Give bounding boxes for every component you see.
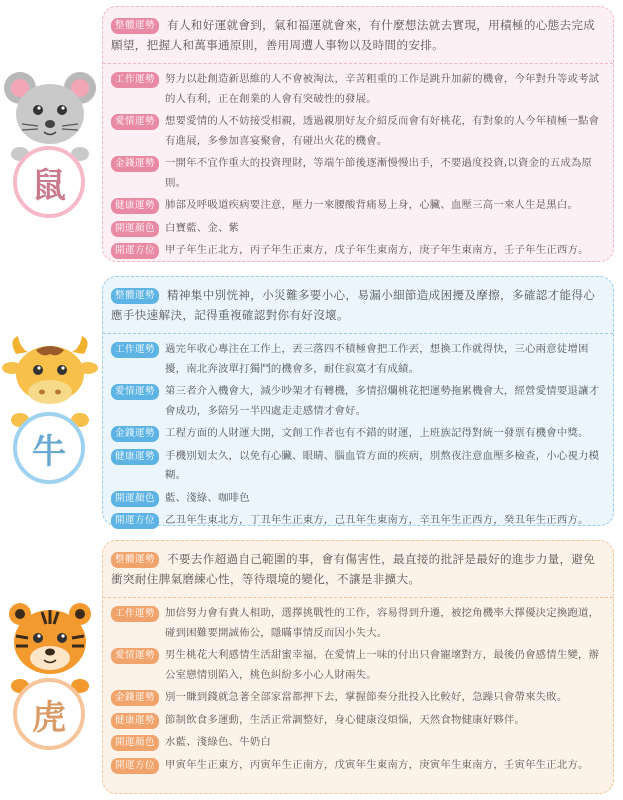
fortune-card [102, 276, 614, 526]
row-text: 努力以赴創造新思維的人不會被淘汰，辛苦粗重的工作是跳升加薪的機會，今年對升等或考試的人有利，正在創業的人會有突破性的發展。 [165, 73, 600, 105]
row-tag: 開運顏色 [111, 491, 159, 507]
row-text: 水藍、淺綠色、牛奶白 [165, 736, 271, 748]
overall-fortune [111, 547, 605, 595]
row-text: 第三者介入機會大，減少吵架才有轉機，多情招爛桃花把運勢拖累機會大，經營愛情要退讓才會成功，多陪另一半四處走走感情才會好。 [165, 385, 600, 417]
overall-tag: 整體運勢 [111, 288, 159, 304]
zodiac-char: 鼠 [13, 146, 85, 218]
fortune-row [111, 447, 605, 486]
row-tag: 開運方位 [111, 513, 159, 529]
row-text: 過完年收心專注在工作上，丟三落四不積極會把工作丟，想換工作就得快，三心兩意徒增困擾，南北奔波單打獨鬥的機會多，耐住寂寞才有成績。 [165, 343, 589, 375]
row-text: 加倍努力會有貴人相助，選擇挑戰性的工作，容易得到升遷，被挖角機率大擇優決定換跑道，碰到困難要開誠佈公，隱瞞事情反而因小失大。 [165, 607, 600, 639]
row-tag: 工作運勢 [111, 606, 159, 622]
row-tag: 金錢運勢 [111, 690, 159, 706]
row-text: 肺部及呼吸道疾病要注意，壓力一來腰酸背痛易上身，心臟、血壓三高一來人生是黑白。 [165, 199, 579, 211]
row-tag: 健康運勢 [111, 198, 159, 214]
row-text: 手機別划太久，以免有心臟、眼睛、腦血管方面的疾病，別熬夜注意血壓多檢查，小心視力模糊。 [165, 449, 600, 481]
fortune-row [111, 646, 605, 685]
row-tag: 工作運勢 [111, 72, 159, 88]
fortune-card [102, 6, 614, 262]
row-text: 男生桃花大利感情生活甜蜜幸福，在愛情上一味的付出只會寵壞對方，最後仍會感情生變，辦公室戀情別陷入，桃色糾紛多小心人財兩失。 [165, 649, 600, 681]
row-tag: 開運方位 [111, 243, 159, 259]
fortune-row [111, 424, 605, 444]
fortune-row [111, 154, 605, 193]
fortune-row [111, 112, 605, 151]
divider [103, 63, 613, 64]
row-text: 白寶藍、金、紫 [165, 221, 240, 234]
fortune-row [111, 756, 605, 776]
rat-illustration [2, 66, 98, 216]
zodiac-section-rat [0, 6, 623, 262]
fortune-row [111, 489, 605, 509]
zodiac-char: 牛 [13, 412, 85, 484]
fortune-row [111, 511, 605, 531]
zodiac-section-tiger [0, 540, 623, 794]
row-text: 一開年不宜作重大的投資理財，等端午節後逐漸慢慢出手，不要過度投資,以資金的五成為原則。 [165, 157, 593, 189]
fortune-row [111, 733, 605, 753]
row-tag: 金錢運勢 [111, 156, 159, 172]
overall-text: 不要去作超過自己範圍的事，會有傷害性，最直接的批評是最好的進步力量，避免衝突耐住脾氣磨練心性，等待環境的變化，不讓是非擴大。 [111, 552, 596, 586]
row-text: 想要愛情的人不妨接受相親，透過親朋好友介紹反而會有好桃花，有對象的人今年積極一點會有進展，多參加喜宴聚會，有碰出火花的機會。 [165, 115, 600, 147]
row-text: 甲子年生正北方，丙子年生正東方，戊子年生東南方，庚子年生東南方，壬子年生正西方。 [165, 244, 589, 256]
row-tag: 工作運勢 [111, 342, 159, 358]
row-text: 工程方面的人財運大開，文創工作者也有不錯的財運，上班族記得對統一發票有機會中獎。 [165, 427, 589, 439]
fortune-row [111, 382, 605, 421]
ox-illustration [2, 332, 98, 482]
row-tag: 開運方位 [111, 758, 159, 774]
fortune-row [111, 70, 605, 109]
fortune-card [102, 540, 614, 794]
fortune-row [111, 604, 605, 643]
overall-tag: 整體運勢 [111, 552, 159, 568]
overall-fortune [111, 283, 605, 331]
zodiac-char: 虎 [13, 678, 85, 750]
divider [103, 597, 613, 598]
fortune-row [111, 219, 605, 239]
overall-text: 精神集中別恍神，小災難多要小心，易漏小細節造成困擾及摩擦，多確認才能得心應手快速解決，記得重複確認對你有好沒壞。 [111, 288, 596, 322]
row-text: 節制飲食多運動，生活正常調整好，身心健康沒煩惱，天然食物健康好夥伴。 [165, 713, 526, 726]
row-tag: 健康運勢 [111, 713, 159, 729]
row-tag: 開運顏色 [111, 221, 159, 237]
row-text: 別一賺到錢就急著全部家當都押下去，掌握節奏分批投入比較好，急躁只會帶來失敗。 [165, 691, 568, 703]
row-tag: 愛情運勢 [111, 384, 159, 400]
zodiac-section-ox [0, 276, 623, 526]
row-tag: 健康運勢 [111, 449, 159, 465]
row-tag: 金錢運勢 [111, 426, 159, 442]
row-text: 乙丑年生東北方，丁丑年生正東方，己丑年生東南方，辛丑年生正西方，癸丑年生正西方。 [165, 514, 589, 526]
overall-fortune [111, 13, 605, 61]
divider [103, 333, 613, 334]
row-tag: 開運顏色 [111, 735, 159, 751]
overall-tag: 整體運勢 [111, 18, 159, 34]
tiger-illustration [2, 598, 98, 748]
fortune-row [111, 196, 605, 216]
overall-text: 有人和好運就會到，氣和福運就會來，有什麼想法就去實現，用積極的心態去完成願望，把握人和萬事通原則，善用周遭人事物以及時間的安排。 [111, 18, 596, 52]
fortune-row [111, 241, 605, 261]
row-text: 甲寅年生正東方，丙寅年生正南方，戊寅年生東南方，庚寅年生東南方，壬寅年生正北方。 [165, 758, 589, 771]
row-tag: 愛情運勢 [111, 114, 159, 130]
fortune-row [111, 711, 605, 731]
fortune-row [111, 340, 605, 379]
row-text: 藍、淺綠、咖啡色 [165, 491, 250, 504]
fortune-row [111, 688, 605, 708]
row-tag: 愛情運勢 [111, 648, 159, 664]
